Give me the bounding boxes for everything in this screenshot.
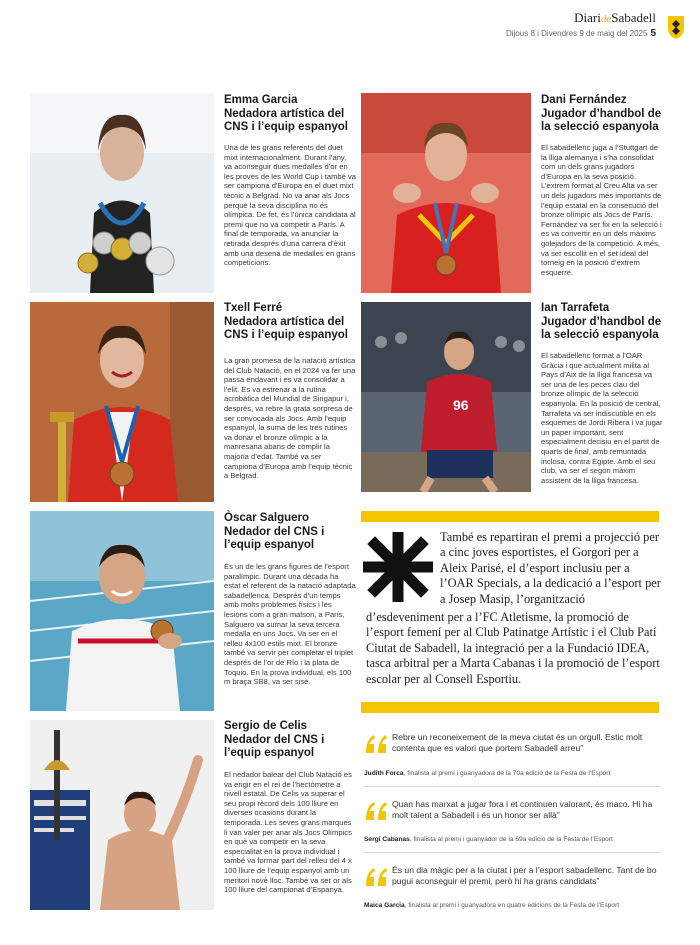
promo-text-lead: També es repartiran el premi a projecció per a cinc joves esportistes, el Gorgori per a Aleix Parisé, el d’esport inclusiu per a l’OAR Specials, a la dedicació a l’esport per a Josep Masip, l’organització	[440, 530, 661, 606]
quote-attribution	[364, 836, 662, 843]
card-text-oscar-salguero: És un de les grans figures de l’esport paralímpic. Durant una dècada ha estat el referent de la natació adaptada sabadellenca. Després d’un temps amb molts problemes físics i les lesions com a gran malson, a París, Salguero va sumar la seva tercera medalla en uns Jocs. Va ser en el relleu 4x100 estils mixt. El bronze també va servir per completar el triplet després de l’or de Río i la plata de Toquio. En la prova individual, els 100 m braça SB8, va ser sisè.	[224, 562, 356, 687]
quote-author: Judith Forca	[364, 770, 404, 777]
svg-text:96: 96	[453, 397, 469, 413]
logo-city: Sabadell	[611, 10, 656, 25]
quote-author-detail: , finalista al premi i guanyadora en quatre edicions de la Festa de l’Esport	[404, 902, 620, 909]
card-text-emma-garcia: Una de les grans referents del duet mixt internacionalment. Durant l’any, va aconseguir dues medalles d’or en les proves de les World Cup i també va ser campiona d’Europa en el duet mixt tècnic a Belgrad. No va anar als Jocs perquè la seva disciplina no és olímpica. De fet, és l’única candidata al premi que no va competir a París. A final de temporada, va anunciar la retirada després d’una carrera d’èxit amb una desena de medalles en grans competicions.	[224, 143, 356, 268]
city-shield-icon	[666, 14, 686, 40]
asterisk-icon	[363, 532, 433, 602]
photo-oscar-salguero	[30, 511, 214, 711]
dateline	[506, 28, 656, 39]
photo-txell-ferre	[30, 302, 214, 502]
card-title-emma-garcia	[224, 94, 356, 135]
logo-main: Diari	[574, 10, 601, 25]
athlete-name: Emma Garcia	[224, 94, 298, 106]
card-title-sergio-de-celis	[224, 720, 356, 761]
athlete-role: Nedadora artística del CNS i l’equip espanyol	[224, 315, 348, 341]
quote-author-detail: , finalista al premi i guanyadora de la 70a edició de la Festa de l’Esport	[403, 770, 611, 777]
athlete-name: Sergio de Celis	[224, 720, 308, 732]
card-text-ian-tarrafeta: El sabadellenc format a l’OAR Gràcia i que actualment milita al Pays d’Aix de la lliga francesa va ser una de les peces clau del bronze olímpic de la selecció espanyola. En la posició de central, Tarrafeta va ser indiscutible en els esquemes de Jordi Ribera i va jugar un paper important, sent especialment decisiu en el partit de quarts de final, amb remuntada inclosa, contra Egipte. Amb el seu club, va ser el segon màxim assistent de la lliga francesa.	[541, 351, 663, 485]
athlete-name: Dani Fernández	[541, 94, 627, 106]
issue-date: Dijous 8 i Divendres 9 de maig del 2025	[506, 29, 648, 38]
athlete-role: Jugador d’handbol de la selecció espanyola	[541, 315, 662, 341]
card-text-txell-ferre: La gran promesa de la natació artística del Club Natació, en el 2024 va fer una passa endavant i es va consolidar a l’elit. Es va estrenar a la rutina acrobàtica del Mundial de Singapur i, després, va rebre la grata sorpresa de ser convocada als Jocs. Amb l’equip espanyol, la suma de les tres rutines va donar el bronze olímpic a la manresana abans de complir la majoria d’edat. També va ser campiona d’Europa amb l’equip tècnic a Belgrad.	[224, 356, 356, 481]
athlete-name: Ian Tarrafeta	[541, 302, 610, 314]
athlete-role: Jugador d’handbol de la selecció espanyola	[541, 107, 662, 133]
page-number: 5	[650, 28, 656, 39]
accent-bar-bottom	[361, 702, 659, 713]
masthead	[506, 10, 656, 39]
athlete-name: Òscar Salguero	[224, 512, 310, 524]
newspaper-logo[interactable]	[506, 10, 656, 26]
athlete-name: Txell Ferré	[224, 302, 283, 314]
card-title-txell-ferre	[224, 302, 356, 343]
logo-de: de	[600, 13, 612, 25]
quote-author: Maica Garcia	[364, 902, 405, 909]
photo-dani-fernandez	[361, 93, 531, 293]
athlete-role: Nedador del CNS i l’equip espanyol	[224, 733, 325, 759]
athlete-role: Nedadora artística del CNS i l’equip espanyol	[224, 107, 348, 133]
quote-attribution	[364, 770, 662, 777]
quote-attribution	[364, 902, 662, 909]
card-title-dani-fernandez	[541, 94, 663, 135]
quote-text: És un dia màgic per a la ciutat i per a l’esport sabadellenc. Tant de bo pugui aconseguir el premi, però hi ha grans candidats”	[392, 865, 657, 886]
promo-text-rest: d’esdeveniment per a l’FC Atletisme, la promoció de l’esport femení per al Club Patinatge Artístic i el Club Patí Ciutat de Sabadell, la integració per a la Fundació IDEA, tasca arbitral per a Marta Cabanas i la promoció de l’esport escolar per al Consell Esportiu.	[366, 610, 660, 686]
card-title-ian-tarrafeta	[541, 302, 663, 343]
photo-ian-tarrafeta	[361, 302, 531, 492]
card-text-dani-fernandez: El sabadellenc juga a l’Stuttgart de la lliga alemanya i s’ha consolidat com un dels grans jugadors d’Europa en la seva posició. L’extrem format al Creu Alta va ser un dels jugadors més importants de l’equip estatal en la consecució del bronze olímpic als Jocs de París. Fernández va ser fix en la selecció i es va convertir en un dels màxims golejadors de la competició. A més, va ser escollit en el set ideal del torneig en la posició d’extrem esquerre.	[541, 143, 662, 277]
card-text-sergio-de-celis: El nedador balear del Club Natació es va erigir en el rei de l’hectòmetre a nivell estatal. De Celis va superar el seu propi rècord dels 100 lliure en diverses ocasions durant la temporada. Les seves grans marques li van valer per anar als Jocs Olímpics en què va competir en la seva especialitat en la prova individual i també va formar part del relleu del 4 x 100 lliure de l’equip espanyol amb un meritori novè lloc. També va ser or als 100 lliure del campionat d’Espanya.	[224, 770, 352, 895]
photo-sergio-de-celis	[30, 720, 214, 910]
quote-mark-icon	[364, 800, 388, 822]
quote-mark-icon	[364, 733, 388, 755]
quote-divider	[364, 852, 660, 853]
quote-mark-icon	[364, 866, 388, 888]
quote-text: Quan has marxat a jugar fora i et continuen valorant, és maco. Hi ha molt talent a Sabadell i és un honor ser allà”	[392, 799, 653, 820]
accent-bar-top	[361, 511, 659, 522]
athlete-role: Nedador del CNS i l’equip espanyol	[224, 525, 325, 551]
quote-divider	[364, 786, 660, 787]
photo-emma-garcia	[30, 93, 214, 293]
quote-text: Rebre un reconeixement de la meva ciutat és un orgull. Estic molt contenta que es valori que portem Sabadell arreu”	[392, 732, 643, 753]
card-title-oscar-salguero	[224, 512, 356, 553]
quote-author-detail: , finalista al premi i guanyador de la 69a edició de la Festa de l’Esport	[409, 836, 613, 843]
quote-author: Sergi Cabanas	[364, 836, 410, 843]
